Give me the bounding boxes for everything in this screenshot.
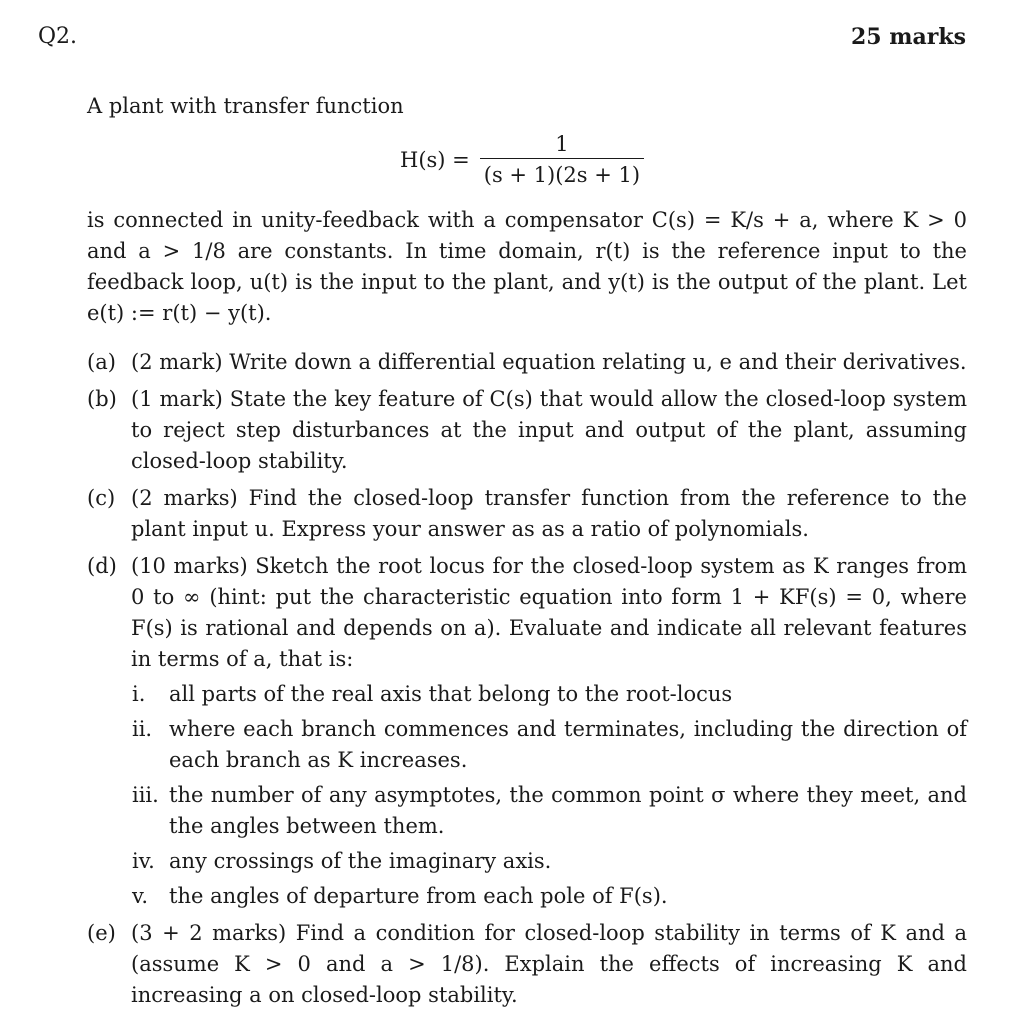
subpart-text: all parts of the real axis that belong to the root-locus (169, 682, 733, 706)
subpart-iii (132, 780, 967, 842)
subpart-ii (132, 714, 967, 776)
part-label: (a) (87, 350, 116, 374)
part-label: (b) (87, 387, 117, 411)
marks-label: 25 marks (850, 24, 966, 50)
subpart-iv (132, 846, 967, 877)
intro-text: A plant with transfer function (87, 94, 404, 118)
problem-description: is connected in unity-feedback with a compensator C(s) = K/s + a, where K > 0 and a > 1/8 are constants. In time domain, r(t) is the reference input to the feedback loop, u(t) is the input to the plant, and y(t) is the output of the plant. Let e(t) := r(t) − y(t). (87, 208, 967, 325)
subpart-text: the angles of departure from each pole of F(s). (169, 884, 668, 908)
transfer-function-equation (400, 132, 644, 187)
equation-fraction (480, 132, 644, 187)
part-text: (10 marks) Sketch the root locus for the closed-loop system as K ranges from 0 to ∞ (hint: put the characteristic equation into form 1 + KF(s) = 0, where F(s) is rational and depends on a). Evaluate and indicate all relevant features in terms of a, that is: (131, 554, 967, 671)
part-text: (2 marks) Find the closed-loop transfer function from the reference to the plant input u. Express your answer as as a ratio of polynomials. (131, 486, 967, 541)
equation-denominator: (s + 1)(2s + 1) (480, 158, 644, 187)
subpart-i (132, 679, 967, 710)
subpart-v (132, 881, 967, 912)
part-e (87, 918, 967, 1011)
part-text: (1 mark) State the key feature of C(s) that would allow the closed-loop system to reject step disturbances at the input and output of the plant, assuming closed-loop stability. (131, 387, 967, 473)
part-a (87, 347, 967, 378)
part-label: (c) (87, 486, 116, 510)
equation-numerator: 1 (555, 132, 569, 156)
part-b (87, 384, 967, 477)
part-text: (3 + 2 marks) Find a condition for closed-loop stability in terms of K and a (assume K > 0 and a > 1/8). Explain the effects of increasing K and increasing a on closed-loop stability. (131, 921, 967, 1007)
subpart-label: v. (132, 884, 149, 908)
subpart-label: ii. (132, 717, 153, 741)
subpart-label: iii. (132, 783, 159, 807)
part-label: (e) (87, 921, 116, 945)
subpart-text: the number of any asymptotes, the common point σ where they meet, and the angles between them. (169, 783, 967, 838)
question-number: Q2. (38, 24, 78, 49)
subpart-label: iv. (132, 849, 155, 873)
part-label: (d) (87, 554, 117, 578)
part-c (87, 483, 967, 545)
part-text: (2 mark) Write down a differential equation relating u, e and their derivatives. (131, 350, 967, 374)
question-parts (87, 347, 967, 1017)
subpart-text: any crossings of the imaginary axis. (169, 849, 552, 873)
part-d (87, 551, 967, 912)
subpart-text: where each branch commences and terminates, including the direction of each branch as K increases. (169, 717, 967, 772)
equation-lhs: H(s) = (400, 147, 470, 172)
subpart-label: i. (132, 682, 146, 706)
